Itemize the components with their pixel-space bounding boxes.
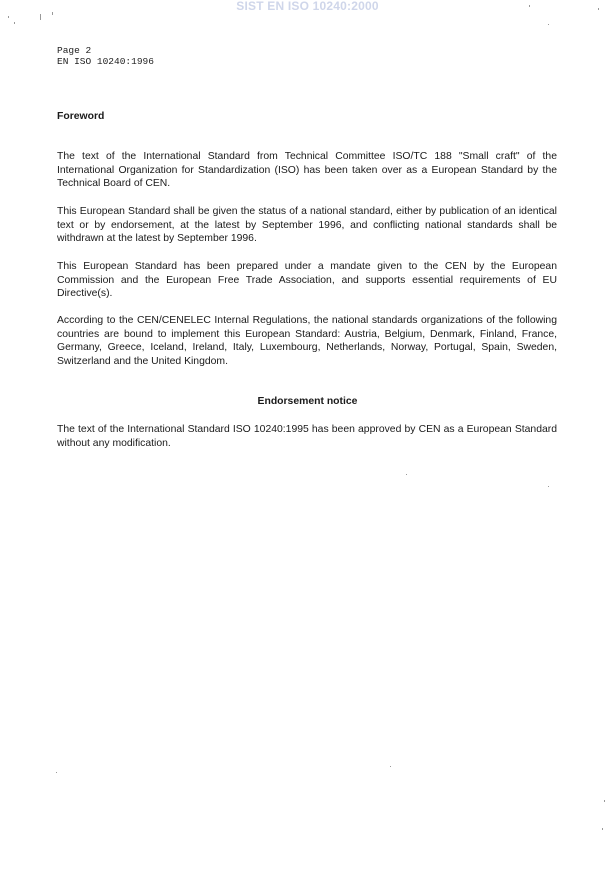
scan-speck: [548, 24, 549, 25]
page-header: [57, 45, 154, 67]
page-number: Page 2: [57, 45, 92, 56]
scan-speck: [604, 800, 605, 802]
foreword-paragraph-2: This European Standard shall be given the status of a national standard, either by publication of an identical text or by endorsement, at the latest by September 1996, and conflicting national standards shall be withdrawn at the latest by September 1996.: [57, 206, 557, 245]
scan-speck: [602, 828, 603, 830]
watermark: SIST EN ISO 10240:2000: [236, 0, 379, 13]
foreword-paragraph-1: The text of the International Standard from Technical Committee ISO/TC 188 "Small craft" of the International Organization for Standardization (ISO) has been taken over as a European Standard by the Technical Board of CEN.: [57, 151, 557, 190]
scan-speck: [390, 766, 391, 767]
scan-speck: [529, 5, 530, 7]
foreword-paragraph-4: According to the CEN/CENELEC Internal Regulations, the national standards organizations of the following countries are bound to implement this European Standard: Austria, Belgium, Denmark, Finland, France, Germany, Greece, Iceland, Ireland, Italy, Luxembourg, Netherlands, Norway, Portugal, Spain, Sweden, Switzerland and the United Kingdom.: [57, 315, 557, 368]
scan-speck: [8, 16, 9, 18]
scan-speck: [14, 22, 15, 24]
scan-speck: [406, 474, 407, 475]
scan-speck: [548, 486, 549, 487]
scan-speck: [40, 14, 41, 20]
scan-speck: [598, 8, 599, 10]
document-id: EN ISO 10240:1996: [57, 56, 154, 67]
foreword-heading: Foreword: [57, 111, 105, 122]
scan-speck: [56, 772, 57, 773]
foreword-paragraph-3: This European Standard has been prepared under a mandate given to the CEN by the European Commission and the European Free Trade Association, and supports essential requirements of EU Directive(s).: [57, 261, 557, 300]
endorsement-text: The text of the International Standard ISO 10240:1995 has been approved by CEN as a European Standard without any modification.: [57, 424, 557, 449]
scan-speck: [52, 12, 53, 15]
endorsement-heading: Endorsement notice: [257, 396, 358, 407]
